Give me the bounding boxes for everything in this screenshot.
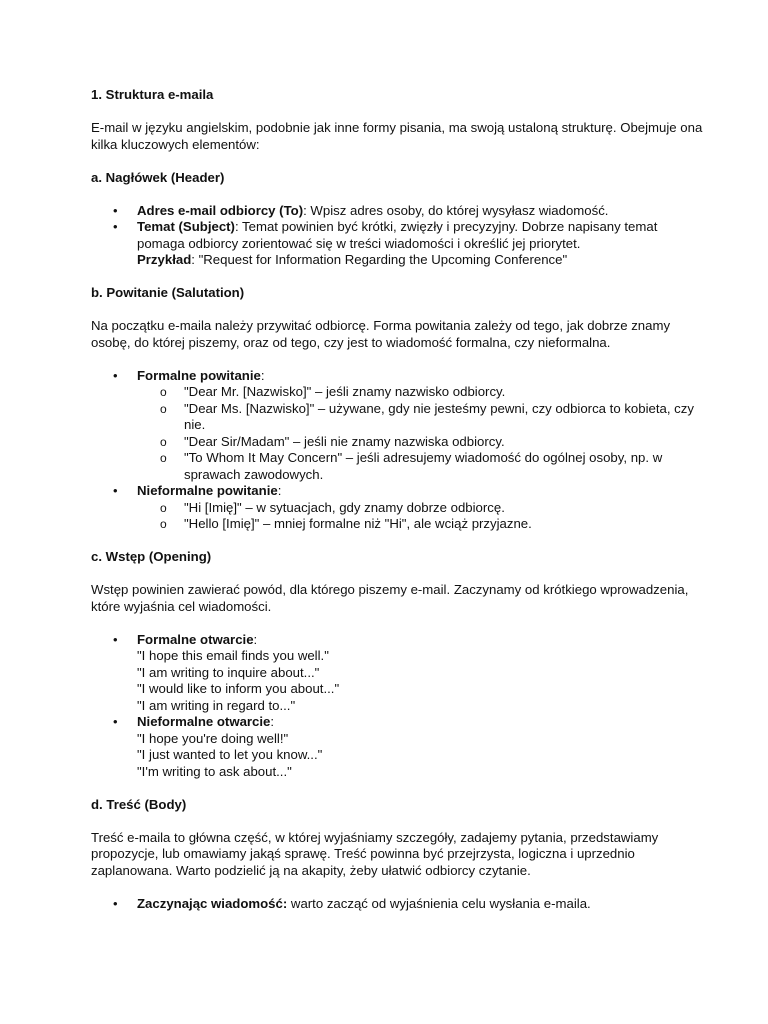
phrase-line: "I hope you're doing well!" xyxy=(137,730,289,746)
phrase-line: "I just wanted to let you know..." xyxy=(137,747,323,762)
list-item xyxy=(91,203,708,220)
sub-list xyxy=(137,384,708,483)
opening-intro: Wstęp powinien zawierać powód, dla którego piszemy e-mail. Zaczynamy od krótkiego wprowadzenia, które wyjaśnia cel wiadomości. xyxy=(91,582,689,614)
sub-list-item: o "Dear Ms. [Nazwisko]" – używane, gdy nie jesteśmy pewni, czy odbiorca to kobieta, czy nie. xyxy=(137,401,708,434)
sub-list xyxy=(137,500,708,533)
list-item xyxy=(91,368,708,484)
structure-intro: E-mail w języku angielskim, podobnie jak inne formy pisania, ma swoją ustaloną strukturę. Obejmuje ona kilka kluczowych elementów: xyxy=(91,120,703,152)
phrase-line: "I would like to inform you about..." xyxy=(137,681,340,696)
list-item xyxy=(91,896,708,913)
list-item-text: : Wpisz adres osoby, do której wysyłasz wiadomość. xyxy=(303,202,609,218)
list-item-colon: : xyxy=(277,483,282,498)
list-item xyxy=(91,219,708,269)
list-item-label: Nieformalne otwarcie xyxy=(137,714,271,729)
phrase-line: "I am writing to inquire about..." xyxy=(137,664,320,680)
sub-list-item: o "Hi [Imię]" – w sytuacjach, gdy znamy dobrze odbiorcę. xyxy=(137,500,708,517)
sub-list-item: o "Dear Mr. [Nazwisko]" – jeśli znamy nazwisko odbiorcy. xyxy=(137,384,708,401)
list-item-label: Nieformalne powitanie xyxy=(137,483,278,498)
example-line xyxy=(137,252,708,269)
list-item-label: Temat (Subject) xyxy=(137,219,235,234)
phrase-line: "I am writing in regard to..." xyxy=(137,697,296,713)
list-item-colon: : xyxy=(253,631,258,647)
subsection-title-salutation: b. Powitanie (Salutation) xyxy=(91,285,245,300)
sub-list-item: o "To Whom It May Concern" – jeśli adresujemy wiadomość do ogólnej osoby, np. w sprawach zawodowych. xyxy=(137,450,708,483)
opening-list xyxy=(91,632,708,781)
header-list xyxy=(91,203,708,269)
phrase-line: "I'm writing to ask about..." xyxy=(137,763,292,779)
body-list xyxy=(91,896,708,913)
list-item xyxy=(91,632,708,715)
list-item-label: Formalne powitanie xyxy=(137,367,261,383)
salutation-intro: Na początku e-maila należy przywitać odbiorcę. Forma powitania zależy od tego, jak dobrze znamy osobę, do której piszemy, oraz od tego, czy jest to wiadomość formalna, czy nieformalna. xyxy=(91,318,671,350)
list-item xyxy=(91,714,708,780)
list-item-label: Zaczynając wiadomość: xyxy=(137,895,288,911)
example-label: Przykład xyxy=(137,252,192,267)
list-item-label: Adres e-mail odbiorcy (To) xyxy=(137,202,304,218)
sub-list-item: o "Hello [Imię]" – mniej formalne niż "Hi", ale wciąż przyjazne. xyxy=(137,516,708,533)
phrase-line: "I hope this email finds you well." xyxy=(137,648,329,663)
example-text: : "Request for Information Regarding the Upcoming Conference" xyxy=(191,252,568,267)
salutation-list xyxy=(91,368,708,533)
list-item-colon: : xyxy=(260,367,265,383)
subsection-title-header: a. Nagłówek (Header) xyxy=(91,169,225,185)
subsection-title-opening: c. Wstęp (Opening) xyxy=(91,549,212,564)
body-intro: Treść e-maila to główna część, w której wyjaśniamy szczegóły, zadajemy pytania, przedstawiamy propozycje, lub omawiamy jakąś sprawę. Treść powinna być przejrzysta, logiczna i uprzednio zaplanowana. Warto podzielić ją na akapity, żeby ułatwić odbiorcy czytanie. xyxy=(91,829,659,878)
section-title-structure: 1. Struktura e-maila xyxy=(91,87,214,102)
subsection-title-body: d. Treść (Body) xyxy=(91,796,187,812)
list-item-text: : Temat powinien być krótki, zwięzły i precyzyjny. Dobrze napisany temat pomaga odbiorcy zorientować się w treści wiadomości i określić jej priorytet. xyxy=(137,219,658,251)
list-item-label: Formalne otwarcie xyxy=(137,631,254,647)
list-item-colon: : xyxy=(270,714,275,729)
list-item-text: warto zacząć od wyjaśnienia celu wysłania e-maila. xyxy=(287,895,591,911)
list-item xyxy=(91,483,708,533)
sub-list-item: o "Dear Sir/Madam" – jeśli nie znamy nazwiska odbiorcy. xyxy=(137,434,708,451)
